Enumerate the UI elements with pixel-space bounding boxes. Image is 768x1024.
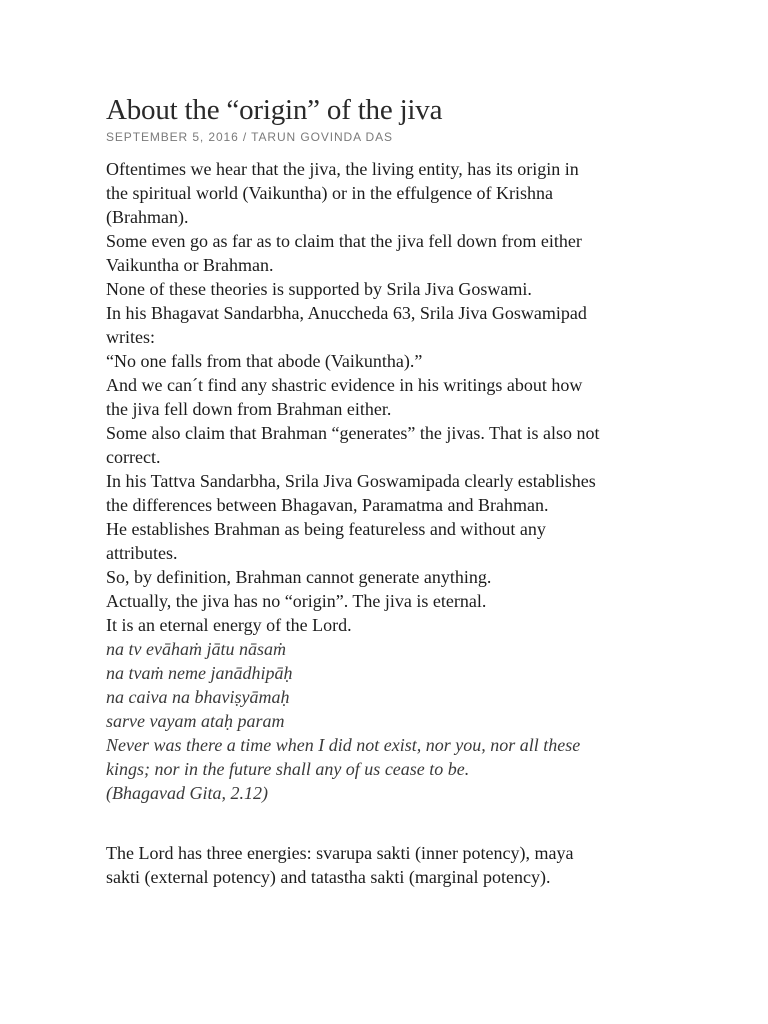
article: [106, 92, 666, 889]
verse-line: sarve vayam ataḥ param: [106, 711, 285, 731]
body-line: sakti (external potency) and tatastha sakti (marginal potency).: [106, 867, 551, 887]
verse-translation-line: kings; nor in the future shall any of us cease to be.: [106, 759, 470, 779]
body-line: In his Bhagavat Sandarbha, Anuccheda 63, Srila Jiva Goswamipad: [106, 303, 587, 323]
body-line: So, by definition, Brahman cannot generate anything.: [106, 567, 492, 587]
body-line: the differences between Bhagavan, Paramatma and Brahman.: [106, 495, 549, 515]
verse-line: na tvaṁ neme janādhipāḥ: [106, 663, 293, 683]
body-line: (Brahman).: [106, 207, 189, 227]
body-line: the jiva fell down from Brahman either.: [106, 399, 392, 419]
body-line: Actually, the jiva has no “origin”. The jiva is eternal.: [106, 591, 487, 611]
body-line: In his Tattva Sandarbha, Srila Jiva Goswamipada clearly establishes: [106, 471, 596, 491]
body-line: Oftentimes we hear that the jiva, the living entity, has its origin in: [106, 159, 579, 179]
body-line: Some even go as far as to claim that the jiva fell down from either: [106, 231, 582, 251]
body-line: correct.: [106, 447, 161, 467]
body-line: Some also claim that Brahman “generates” the jivas. That is also not: [106, 423, 600, 443]
post-meta: SEPTEMBER 5, 2016 / TARUN GOVINDA DAS: [106, 130, 393, 144]
paragraph-gap: [106, 805, 666, 841]
body-line: None of these theories is supported by Srila Jiva Goswami.: [106, 279, 532, 299]
body-line: The Lord has three energies: svarupa sakti (inner potency), maya: [106, 843, 574, 863]
post-body: [106, 157, 666, 889]
body-line: the spiritual world (Vaikuntha) or in the effulgence of Krishna: [106, 183, 554, 203]
verse-line: na tv evāhaṁ jātu nāsaṁ: [106, 639, 286, 659]
verse-translation-line: Never was there a time when I did not exist, nor you, nor all these: [106, 735, 581, 755]
verse-citation: (Bhagavad Gita, 2.12): [106, 783, 268, 803]
post-title: About the “origin” of the jiva: [106, 94, 443, 126]
verse-line: na caiva na bhaviṣyāmaḥ: [106, 687, 290, 707]
body-line: writes:: [106, 327, 155, 347]
body-line: attributes.: [106, 543, 178, 563]
body-line: It is an eternal energy of the Lord.: [106, 615, 352, 635]
body-line: “No one falls from that abode (Vaikuntha).”: [106, 351, 423, 371]
body-line: Vaikuntha or Brahman.: [106, 255, 274, 275]
body-line: He establishes Brahman as being featureless and without any: [106, 519, 546, 539]
body-line: And we can´t find any shastric evidence in his writings about how: [106, 375, 583, 395]
